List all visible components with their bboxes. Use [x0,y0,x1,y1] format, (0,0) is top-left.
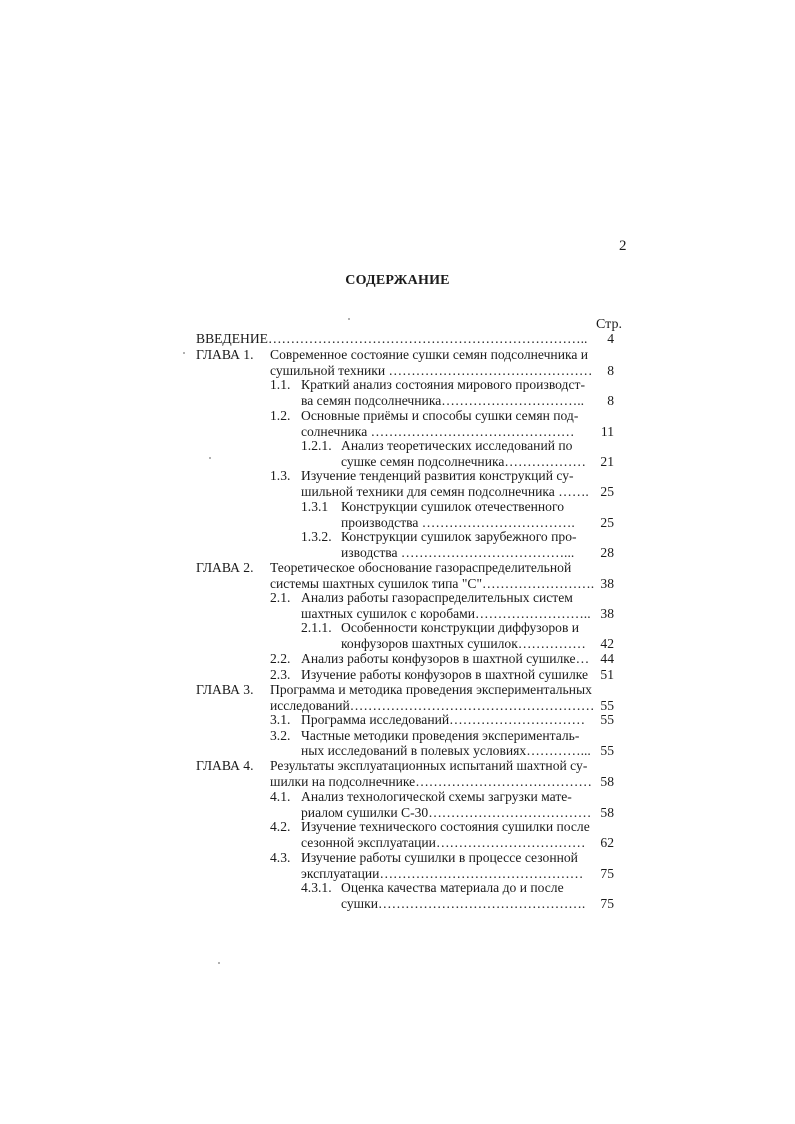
toc-entry-text: сушке семян подсолнечника……………… [341,454,586,469]
toc-entry-text: Программа исследований………………………… [301,712,586,727]
scan-speck [183,352,185,354]
section-number: 3.2. [270,728,291,743]
toc-entry-text: системы шахтных сушилок типа "С"……………………. [270,576,595,591]
chapter-label: ГЛАВА 1. [196,347,254,362]
toc-entry-text: Современное состояние сушки семян подсолнечника и [270,347,589,362]
pages-column-header: Стр. [596,317,622,332]
toc-entry-page: 58 [600,805,614,820]
section-number: 4.3.1. [301,880,332,895]
section-number: 4.2. [270,819,291,834]
section-number: 2.1. [270,590,291,605]
section-number: 1.2. [270,408,291,423]
toc-entry-text: производства ……………………………. [341,515,575,530]
toc-entry-text: шахтных сушилок с коробами…………………….. [301,606,591,621]
toc-entry-page: 28 [600,545,614,560]
section-number: 3.1. [270,712,291,727]
toc-entry-text: Изучение технического состояния сушилки после [301,819,590,834]
chapter-label: ГЛАВА 4. [196,758,254,773]
toc-entry-page: 25 [600,515,614,530]
chapter-label: ГЛАВА 3. [196,682,254,697]
toc-entry-page: 58 [600,774,614,789]
toc-entry-page: 55 [600,712,614,727]
toc-entry-text: эксплуатации……………………………………… [301,866,584,881]
page-number: 2 [619,238,627,254]
toc-entry-page: 44 [600,651,614,666]
toc-entry-page: 42 [600,636,614,651]
section-number: 4.1. [270,789,291,804]
toc-entry-text: конфузоров шахтных сушилок…………… [341,636,586,651]
toc-entry-text: ВВЕДЕНИЕ…………………………………………………………….. [196,331,588,346]
toc-entry-text: Оценка качества материала до и после [341,880,564,895]
toc-entry-text: Основные приёмы и способы сушки семян под- [301,408,579,423]
toc-entry-text: шилки на подсолнечнике………………………………… [270,774,592,789]
toc-entry-page: 75 [600,896,614,911]
chapter-label: ГЛАВА 2. [196,560,254,575]
toc-entry-text: Особенности конструкции диффузоров и [341,620,580,635]
toc-entry-page: 8 [607,363,614,378]
section-number: 2.3. [270,667,291,682]
section-number: 1.3.1 [301,499,329,514]
toc-entry-text: Конструкции сушилок отечественного [341,499,565,514]
toc-entry-text: риалом сушилки С-30……………………………… [301,805,592,820]
section-number: 1.3.2. [301,529,332,544]
toc-entry-text: Изучение работы сушилки в процессе сезонной [301,850,578,865]
scan-speck [209,457,211,459]
toc-entry-page: 8 [607,393,614,408]
toc-entry-text: Изучение тенденций развития конструкций су- [301,468,574,483]
toc-entry-page: 11 [600,424,614,439]
section-number: 2.1.1. [301,620,332,635]
toc-entry-text: сезонной эксплуатации…………………………… [301,835,586,850]
toc-entry-page: 4 [607,331,614,346]
section-number: 2.2. [270,651,291,666]
toc-entry-text: ных исследований в полевых условиях…………... [301,743,591,758]
toc-entry-page: 62 [600,835,614,850]
section-number: 1.3. [270,468,291,483]
section-number: 1.2.1. [301,438,332,453]
toc-entry-text: Изучение работы конфузоров в шахтной сушилке [301,667,589,682]
toc-entry-text: Анализ технологической схемы загрузки мате- [301,789,572,804]
toc-entry-page: 55 [600,743,614,758]
toc-entry-text: сушки………………………………………. [341,896,586,911]
toc-entry-page: 51 [600,667,614,682]
toc-entry-text: Анализ работы газораспределительных систем [301,590,573,605]
toc-entry-text: исследований……………………………………………… [270,698,595,713]
toc-title: СОДЕРЖАНИЕ [345,273,450,288]
toc-entry-text: Конструкции сушилок зарубежного про- [341,529,577,544]
toc-entry-text: шильной техники для семян подсолнечника ……. [301,484,589,499]
toc-entry-page: 55 [600,698,614,713]
toc-entry-text: Теоретическое обоснование газораспределительной [270,560,572,575]
toc-entry-text: Краткий анализ состояния мирового производст- [301,377,585,392]
toc-entry-text: изводства ………………………………... [341,545,575,560]
section-number: 1.1. [270,377,291,392]
toc-entry-text: Результаты эксплуатационных испытаний шахтной су- [270,758,588,773]
toc-entry-page: 21 [600,454,614,469]
scan-speck [218,962,220,964]
toc-entry-page: 25 [600,484,614,499]
toc-entry-text: Анализ работы конфузоров в шахтной сушилке… [301,651,590,666]
section-number: 4.3. [270,850,291,865]
toc-entry-page: 75 [600,866,614,881]
toc-entry-text: Программа и методика проведения экспериментальных [270,682,592,697]
toc-entry-page: 38 [600,576,614,591]
toc-entry-text: Анализ теоретических исследований по [341,438,573,453]
toc-entry-text: солнечника ……………………………………… [301,424,575,439]
toc-entry-text: ва семян подсолнечника………………………….. [301,393,584,408]
toc-entry-text: Частные методики проведения эксперименталь- [301,728,580,743]
toc-entry-page: 38 [600,606,614,621]
toc-entry-text: сушильной техники ……………………………………… [270,363,593,378]
scan-speck [348,318,350,320]
